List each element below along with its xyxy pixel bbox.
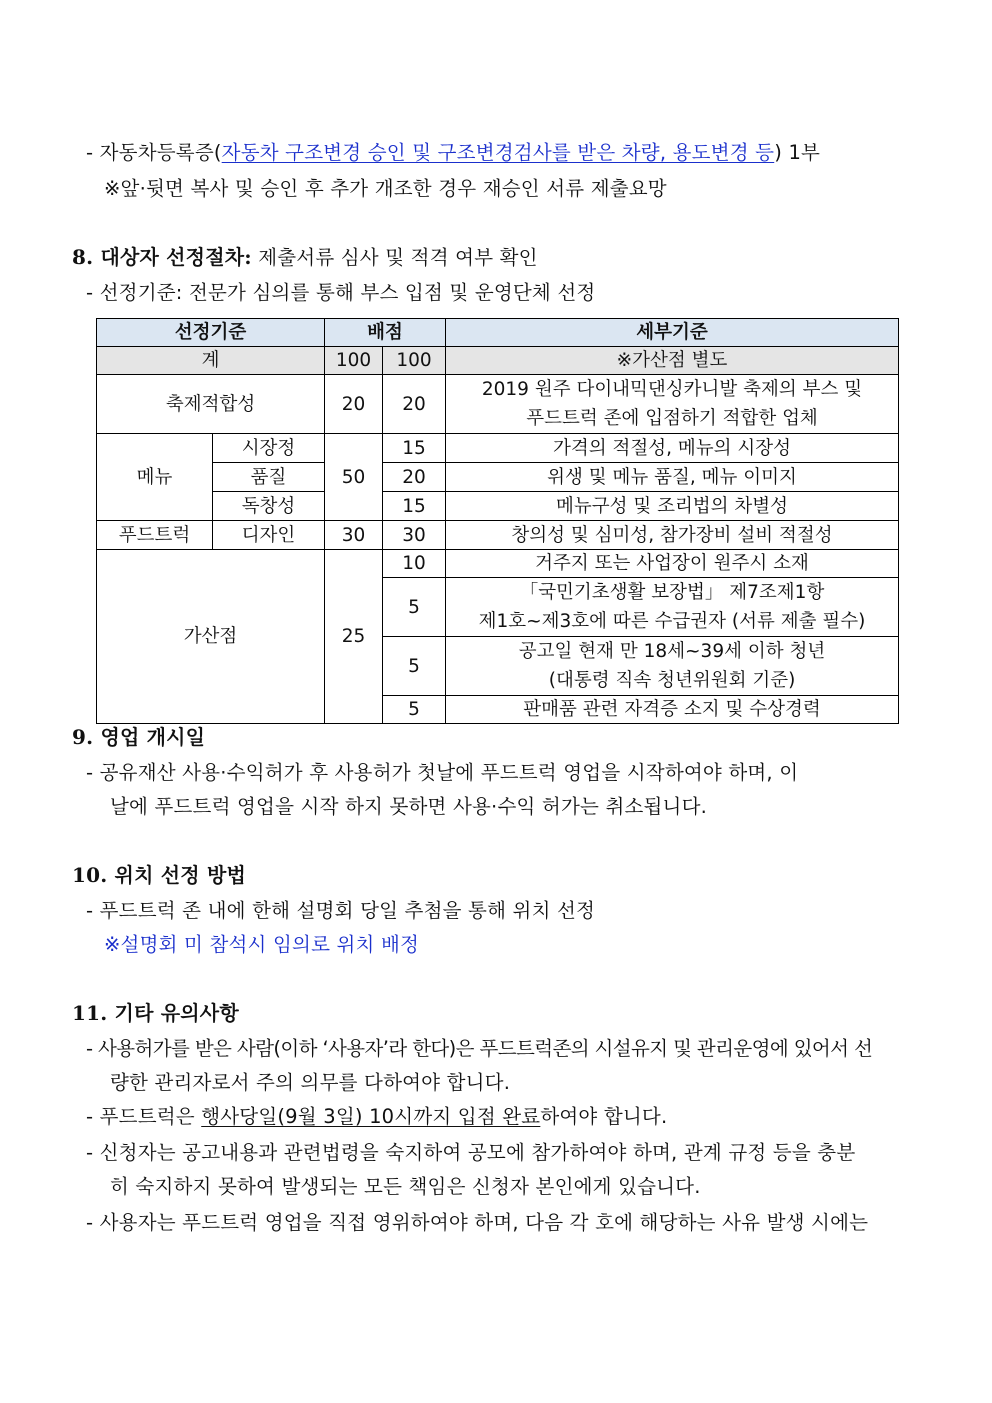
total-score-1: 100 bbox=[325, 347, 383, 375]
fit-score-2: 20 bbox=[383, 375, 446, 434]
section-11-b3-line-1: - 신청자는 공고내용과 관련법령을 숙지하여 공모에 참가하여야 하며, 관계 규정 등을 충분 bbox=[86, 1141, 856, 1164]
table-header-row bbox=[97, 319, 899, 347]
menu-detail-1: 가격의 적절성, 메뉴의 시장성 bbox=[446, 434, 899, 463]
total-detail: ※가산점 별도 bbox=[446, 347, 899, 375]
bonus-detail-2 bbox=[446, 578, 899, 637]
reg-link-text[interactable]: 자동차 구조변경 승인 및 구조변경검사를 받은 차량, 용도변경 등 bbox=[221, 141, 775, 164]
menu-sub-1: 시장정 bbox=[213, 434, 325, 463]
menu-score-1: 15 bbox=[383, 434, 446, 463]
section-11-b1-line-2: 량한 관리자로서 주의 의무를 다하여야 합니다. bbox=[110, 1071, 511, 1094]
table-row bbox=[97, 521, 899, 550]
bonus-detail-1: 거주지 또는 사업장이 원주시 소재 bbox=[446, 550, 899, 578]
menu-sub-2: 품질 bbox=[213, 463, 325, 492]
bonus-score-1: 10 bbox=[383, 550, 446, 578]
bonus-score-4: 5 bbox=[383, 696, 446, 724]
section-9-line-1: - 공유재산 사용·수익허가 후 사용허가 첫날에 푸드트럭 영업을 시작하여야 하며, 이 bbox=[86, 761, 799, 784]
bonus-label: 가산점 bbox=[97, 550, 325, 724]
section-9-title: 9. 영업 개시일 bbox=[72, 725, 206, 749]
section-11-b1-line-1: - 사용허가를 받은 사람(이하 ‘사용자’라 한다)은 푸드트럭존의 시설유지 및 관리운영에 있어서 선 bbox=[86, 1037, 873, 1060]
section-11-b4-line-1: - 사용자는 푸드트럭 영업을 직접 영위하여야 하며, 다음 각 호에 해당하는 사유 발생 시에는 bbox=[86, 1211, 869, 1234]
bonus-score-total: 25 bbox=[325, 550, 383, 724]
table-row bbox=[97, 434, 899, 463]
section-8-heading bbox=[72, 244, 538, 271]
menu-sub-3: 독창성 bbox=[213, 492, 325, 521]
section-11-b3-line-2: 히 숙지하지 못하여 발생되는 모든 책임은 신청자 본인에게 있습니다. bbox=[110, 1175, 701, 1198]
table-row bbox=[97, 463, 899, 492]
fit-detail bbox=[446, 375, 899, 434]
section-10-line-1: - 푸드트럭 존 내에 한해 설명회 당일 추첨을 통해 위치 선정 bbox=[86, 899, 596, 922]
section-11-title: 11. 기타 유의사항 bbox=[72, 1001, 239, 1025]
bonus-detail-2-line-2: 제1호~제3호에 따른 수급권자 (서류 제출 필수) bbox=[478, 611, 866, 632]
reg-prefix: - 자동차등록증( bbox=[86, 141, 222, 164]
bonus-score-2: 5 bbox=[383, 578, 446, 637]
bonus-detail-4: 판매품 관련 자격증 소지 및 수상경력 bbox=[446, 696, 899, 724]
table-row bbox=[97, 492, 899, 521]
truck-score-1: 30 bbox=[325, 521, 383, 550]
menu-score-3: 15 bbox=[383, 492, 446, 521]
section-8-title: 8. 대상자 선정절차: bbox=[72, 245, 252, 269]
header-detail: 세부기준 bbox=[446, 319, 899, 347]
truck-label: 푸드트럭 bbox=[97, 521, 213, 550]
truck-score-2: 30 bbox=[383, 521, 446, 550]
reg-suffix: ) 1부 bbox=[774, 141, 821, 164]
bonus-detail-2-line-1: 「국민기초생활 보장법」 제7조제1항 bbox=[519, 582, 825, 603]
bonus-detail-3-line-2: (대통령 직속 청년위원회 기준) bbox=[548, 670, 796, 691]
bonus-detail-3-line-1: 공고일 현재 만 18세~39세 이하 청년 bbox=[518, 641, 826, 662]
b2-prefix: - 푸드트럭은 bbox=[86, 1105, 202, 1128]
reg-note: ※앞·뒷면 복사 및 승인 후 추가 개조한 경우 재승인 서류 제출요망 bbox=[104, 177, 667, 200]
menu-label: 메뉴 bbox=[97, 434, 213, 521]
fit-score-1: 20 bbox=[325, 375, 383, 434]
table-total-row bbox=[97, 347, 899, 375]
section-10-title: 10. 위치 선정 방법 bbox=[72, 863, 247, 887]
header-score: 배점 bbox=[325, 319, 446, 347]
total-label: 계 bbox=[97, 347, 325, 375]
menu-detail-3: 메뉴구성 및 조리법의 차별성 bbox=[446, 492, 899, 521]
selection-criteria-table bbox=[96, 318, 899, 724]
vehicle-registration-line bbox=[86, 140, 820, 166]
bonus-detail-3 bbox=[446, 637, 899, 696]
fit-detail-line-1: 2019 원주 다이내믹댄싱카니발 축제의 부스 및 bbox=[481, 379, 863, 400]
truck-detail: 창의성 및 심미성, 참가장비 설비 적절성 bbox=[446, 521, 899, 550]
fit-label: 축제적합성 bbox=[97, 375, 325, 434]
section-9-line-2: 날에 푸드트럭 영업을 시작 하지 못하면 사용·수익 허가는 취소됩니다. bbox=[110, 795, 708, 818]
table-row bbox=[97, 375, 899, 434]
section-8-criteria: - 선정기준: 전문가 심의를 통해 부스 입점 및 운영단체 선정 bbox=[86, 281, 596, 304]
menu-score-total: 50 bbox=[325, 434, 383, 521]
section-10-note: ※설명회 미 참석시 임의로 위치 배정 bbox=[104, 933, 420, 956]
menu-detail-2: 위생 및 메뉴 품질, 메뉴 이미지 bbox=[446, 463, 899, 492]
table-row bbox=[97, 550, 899, 578]
section-11-b2 bbox=[86, 1104, 667, 1130]
b2-deadline: 행사당일(9월 3일) 10시까지 입점 완료 bbox=[201, 1105, 541, 1128]
menu-score-2: 20 bbox=[383, 463, 446, 492]
section-8-desc: 제출서류 심사 및 적격 여부 확인 bbox=[251, 246, 538, 269]
truck-sub: 디자인 bbox=[213, 521, 325, 550]
fit-detail-line-2: 푸드트럭 존에 입점하기 적합한 업체 bbox=[526, 408, 818, 429]
header-criteria: 선정기준 bbox=[97, 319, 325, 347]
b2-suffix: 하여야 합니다. bbox=[540, 1105, 668, 1128]
total-score-2: 100 bbox=[383, 347, 446, 375]
bonus-score-3: 5 bbox=[383, 637, 446, 696]
